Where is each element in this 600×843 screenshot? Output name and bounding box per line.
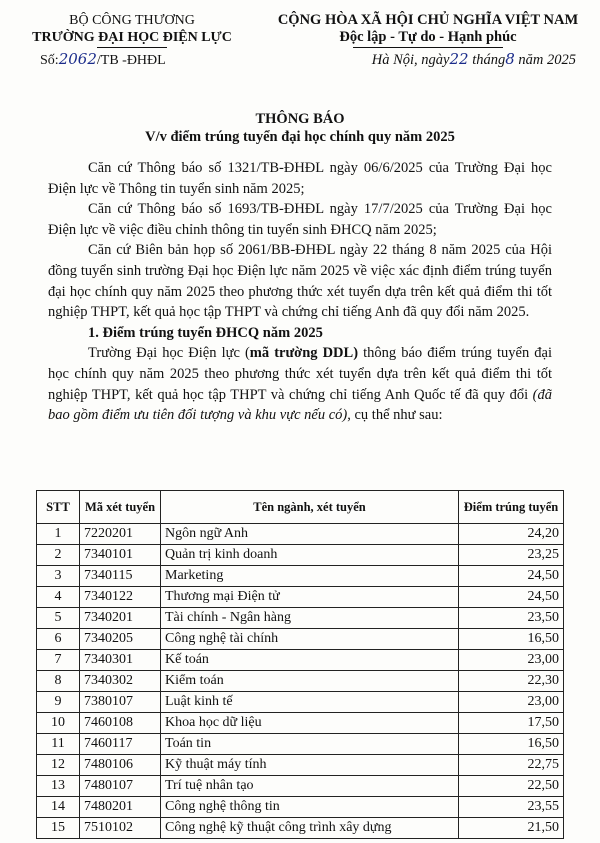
cell-code: 7480107 (80, 776, 161, 797)
cell-score: 23,00 (459, 650, 564, 671)
section-heading-1: 1. Điểm trúng tuyển ĐHCQ năm 2025 (88, 324, 323, 341)
cell-score: 24,50 (459, 566, 564, 587)
cell-program-name: Kiểm toán (161, 671, 459, 692)
cell-code: 7340205 (80, 629, 161, 650)
cell-program-name: Toán tin (161, 734, 459, 755)
announcement-text-a: Trường Đại học Điện lực ( (88, 345, 250, 362)
cell-code: 7460108 (80, 713, 161, 734)
cell-code: 7480201 (80, 797, 161, 818)
table-row (37, 650, 564, 671)
date-year: năm 2025 (518, 52, 576, 68)
ministry-name: BỘ CÔNG THƯƠNG (69, 13, 195, 28)
cell-score: 23,00 (459, 692, 564, 713)
doc-number-handwritten: 2062 (58, 50, 97, 68)
announcement-text-b: thông báo điểm trúng tuyển đại học chính quy năm 2025 theo phương thức xét tuyển dựa trên kết quả điểm thi tốt nghiệp THPT, kết quả học tập THPT và chứng chỉ tiếng Anh Quốc tế đã quy đổi (48, 345, 552, 403)
cell-score: 23,55 (459, 797, 564, 818)
date-city: Hà Nội, ngày (371, 52, 450, 68)
table-body (37, 524, 564, 839)
cell-program-name: Luật kinh tế (161, 692, 459, 713)
cell-program-name: Marketing (161, 566, 459, 587)
cell-score: 23,25 (459, 545, 564, 566)
cell-code: 7340101 (80, 545, 161, 566)
cell-score: 22,50 (459, 776, 564, 797)
cell-score: 22,75 (459, 755, 564, 776)
date-month: 8 (505, 50, 515, 68)
document-number (22, 51, 242, 69)
cell-score: 21,50 (459, 818, 564, 839)
cell-stt: 12 (37, 755, 80, 776)
date-day: 22 (449, 50, 469, 68)
cell-code: 7480106 (80, 755, 161, 776)
cell-program-name: Công nghệ thông tin (161, 797, 459, 818)
cell-stt: 8 (37, 671, 80, 692)
paragraph-basis-1: Căn cứ Thông báo số 1321/TB-ĐHĐL ngày 06/6/2025 của Trường Đại học Điện lực về Thông tin tuyển sinh năm 2025; (48, 160, 552, 197)
header-code: Mã xét tuyển (80, 491, 161, 524)
cell-stt: 15 (37, 818, 80, 839)
national-block (268, 12, 588, 69)
cell-program-name: Kỹ thuật máy tính (161, 755, 459, 776)
cell-score: 22,30 (459, 671, 564, 692)
cell-program-name: Ngôn ngữ Anh (161, 524, 459, 545)
cell-program-name: Kế toán (161, 650, 459, 671)
table-row (37, 734, 564, 755)
cell-code: 7380107 (80, 692, 161, 713)
table-row (37, 818, 564, 839)
table-row (37, 524, 564, 545)
cell-code: 7340122 (80, 587, 161, 608)
priority-note: (đã bao gồm điểm ưu tiên đối tượng và khu vực nếu có) (48, 386, 552, 424)
cell-program-name: Công nghệ tài chính (161, 629, 459, 650)
cell-code: 7340115 (80, 566, 161, 587)
table-row (37, 713, 564, 734)
title-main: THÔNG BÁO (255, 111, 345, 127)
document-date (268, 51, 588, 69)
paragraph-basis-3: Căn cứ Biên bản họp số 2061/BB-ĐHĐL ngày 22 tháng 8 năm 2025 của Hội đồng tuyển sinh trường Đại học Điện lực năm 2025 về việc xác định điểm trúng tuyển đại học chính quy năm 2025 theo phương thức xét tuyển dựa trên kết quả điểm thi tốt nghiệp THPT, kết quả học tập THPT và chứng chỉ tiếng Anh đã quy đổi năm 2025. (48, 242, 552, 321)
motto-underline (353, 47, 503, 48)
header-score: Điểm trúng tuyển (459, 491, 564, 524)
document-title (0, 110, 600, 146)
doc-number-suffix: /TB -ĐHĐL (96, 53, 166, 68)
doc-number-prefix: Số: (40, 53, 59, 68)
admission-scores-table (36, 490, 564, 839)
cell-stt: 7 (37, 650, 80, 671)
nation-name: CỘNG HÒA XÃ HỘI CHỦ NGHĨA VIỆT NAM (277, 12, 579, 28)
table-row (37, 692, 564, 713)
cell-stt: 6 (37, 629, 80, 650)
cell-code: 7340302 (80, 671, 161, 692)
cell-program-name: Quản trị kinh doanh (161, 545, 459, 566)
cell-code: 7340201 (80, 608, 161, 629)
national-motto: Độc lập - Tự do - Hạnh phúc (339, 29, 517, 45)
cell-code: 7460117 (80, 734, 161, 755)
cell-stt: 1 (37, 524, 80, 545)
table-row (37, 545, 564, 566)
cell-score: 16,50 (459, 629, 564, 650)
cell-stt: 11 (37, 734, 80, 755)
cell-program-name: Trí tuệ nhân tạo (161, 776, 459, 797)
header-stt: STT (37, 491, 80, 524)
university-name: TRƯỜNG ĐẠI HỌC ĐIỆN LỰC (32, 30, 232, 45)
cell-program-name: Công nghệ kỹ thuật công trình xây dựng (161, 818, 459, 839)
table-row (37, 776, 564, 797)
cell-stt: 9 (37, 692, 80, 713)
title-subject: V/v điểm trúng tuyển đại học chính quy năm 2025 (145, 129, 455, 145)
cell-program-name: Thương mại Điện tử (161, 587, 459, 608)
date-month-label: tháng (472, 52, 506, 68)
table-row (37, 566, 564, 587)
cell-code: 7340301 (80, 650, 161, 671)
cell-code: 7510102 (80, 818, 161, 839)
cell-score: 24,50 (459, 587, 564, 608)
cell-score: 23,50 (459, 608, 564, 629)
issuer-block (22, 12, 242, 69)
cell-stt: 3 (37, 566, 80, 587)
cell-score: 24,20 (459, 524, 564, 545)
cell-code: 7220201 (80, 524, 161, 545)
table-header-row (37, 491, 564, 524)
issuer-underline (97, 47, 167, 48)
cell-program-name: Tài chính - Ngân hàng (161, 608, 459, 629)
table-row (37, 671, 564, 692)
table-row (37, 608, 564, 629)
table-row (37, 755, 564, 776)
paragraph-basis-2: Căn cứ Thông báo số 1693/TB-ĐHĐL ngày 17/7/2025 của Trường Đại học Điện lực về việc điều chỉnh thông tin tuyển sinh ĐHCQ năm 2025; (48, 201, 552, 238)
cell-stt: 14 (37, 797, 80, 818)
cell-score: 16,50 (459, 734, 564, 755)
cell-stt: 4 (37, 587, 80, 608)
cell-program-name: Khoa học dữ liệu (161, 713, 459, 734)
paragraph-announcement (48, 343, 552, 425)
school-code: mã trường DDL) (249, 345, 359, 362)
document-body (48, 158, 552, 426)
table-row (37, 797, 564, 818)
cell-score: 17,50 (459, 713, 564, 734)
cell-stt: 13 (37, 776, 80, 797)
cell-stt: 5 (37, 608, 80, 629)
header-program-name: Tên ngành, xét tuyển (161, 491, 459, 524)
announcement-text-c: , cụ thể như sau: (347, 407, 443, 424)
table-row (37, 629, 564, 650)
table-row (37, 587, 564, 608)
cell-stt: 2 (37, 545, 80, 566)
cell-stt: 10 (37, 713, 80, 734)
